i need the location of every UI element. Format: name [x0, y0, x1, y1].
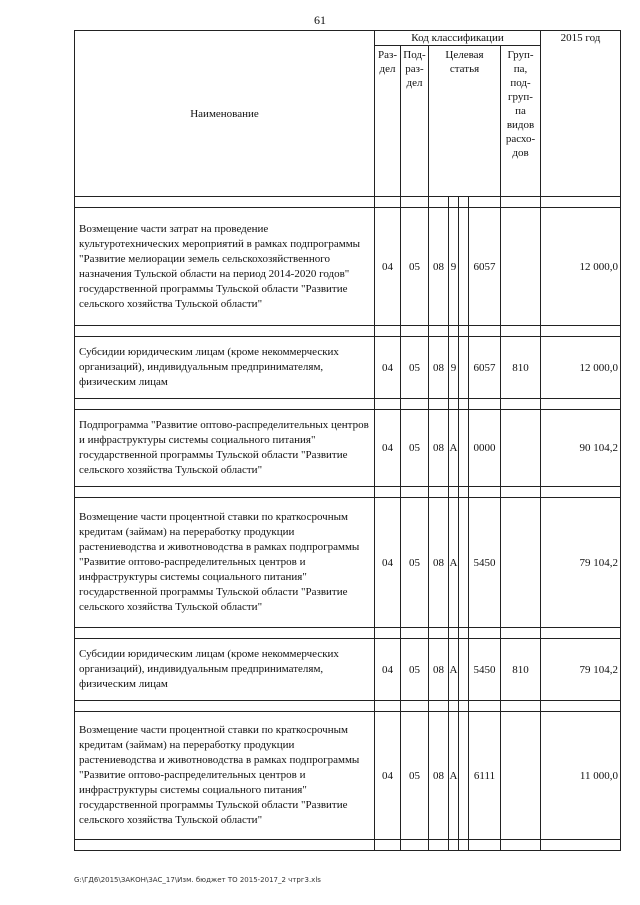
- row-target-spacer: [459, 208, 469, 326]
- row-target-part3: 0000: [469, 410, 501, 487]
- row-target-spacer: [459, 712, 469, 840]
- row-group: 810: [501, 639, 541, 701]
- row-subsection: 05: [401, 337, 429, 399]
- row-subsection: 05: [401, 639, 429, 701]
- row-target-part1: 08: [429, 337, 449, 399]
- row-amount: 11 000,0: [541, 712, 621, 840]
- row-subsection: 05: [401, 498, 429, 628]
- row-amount: 90 104,2: [541, 410, 621, 487]
- row-group: [501, 410, 541, 487]
- row-target-part1: 08: [429, 498, 449, 628]
- row-amount: 79 104,2: [541, 498, 621, 628]
- table-row: [75, 712, 621, 840]
- row-target-part3: 6111: [469, 712, 501, 840]
- row-target-spacer: [459, 498, 469, 628]
- row-target-part3: 5450: [469, 498, 501, 628]
- row-name: Субсидии юридическим лицам (кроме некоммерческих организаций), индивидуальным предпринимателям, физическим лицам: [75, 337, 375, 399]
- row-target-spacer: [459, 410, 469, 487]
- row-target-part2: A: [449, 410, 459, 487]
- row-group: 810: [501, 337, 541, 399]
- row-group: [501, 498, 541, 628]
- row-target-part3: 6057: [469, 208, 501, 326]
- row-name: Подпрограмма "Развитие оптово-распределительных центров и инфраструктуры системы социального питания" государственной программы Тульской области "Развитие сельского хозяйства Тульской области": [75, 410, 375, 487]
- row-amount: 12 000,0: [541, 337, 621, 399]
- row-target-part2: A: [449, 712, 459, 840]
- row-group: [501, 208, 541, 326]
- row-name: Возмещение части процентной ставки по краткосрочным кредитам (займам) на переработку продукции растениеводства и животноводства в рамках подпрограммы "Развитие оптово-распределительных центров и инфраструктуры системы социального питания" государственной программы Тульской области "Развитие сельского хозяйства Тульской области": [75, 712, 375, 840]
- row-name: Субсидии юридическим лицам (кроме некоммерческих организаций), индивидуальным предпринимателям, физическим лицам: [75, 639, 375, 701]
- row-section: 04: [375, 712, 401, 840]
- budget-table: [74, 30, 621, 851]
- header-name: Наименование: [75, 31, 375, 197]
- page-number: 61: [314, 13, 326, 27]
- row-subsection: 05: [401, 712, 429, 840]
- row-target-part1: 08: [429, 639, 449, 701]
- row-target-part1: 08: [429, 712, 449, 840]
- row-target-part3: 6057: [469, 337, 501, 399]
- row-target-part2: 9: [449, 337, 459, 399]
- row-section: 04: [375, 208, 401, 326]
- row-target-part2: A: [449, 498, 459, 628]
- row-section: 04: [375, 410, 401, 487]
- row-section: 04: [375, 337, 401, 399]
- table-body: [75, 197, 621, 851]
- row-target-part2: 9: [449, 208, 459, 326]
- row-target-part1: 08: [429, 208, 449, 326]
- table-row: [75, 410, 621, 487]
- row-subsection: 05: [401, 410, 429, 487]
- header-group: Груп- па, под- груп- па видов расхо- дов: [501, 46, 541, 197]
- header-year: 2015 год: [541, 31, 621, 197]
- row-target-part2: A: [449, 639, 459, 701]
- row-target-spacer: [459, 337, 469, 399]
- table-row: [75, 639, 621, 701]
- row-subsection: 05: [401, 208, 429, 326]
- header-subsection: Под- раз- дел: [401, 46, 429, 197]
- header-target: Целевая статья: [429, 46, 501, 197]
- row-name: Возмещение части процентной ставки по краткосрочным кредитам (займам) на переработку продукции растениеводства и животноводства в рамках подпрограммы "Развитие оптово-распределительных центров и инфраструктуры системы социального питания" государственной программы Тульской области "Развитие сельского хозяйства Тульской области": [75, 498, 375, 628]
- row-name: Возмещение части затрат на проведение культуротехнических мероприятий в рамках подпрограммы "Развитие мелиорации земель сельскохозяйственного назначения Тульской области на период 2014-2020 годов" государственной программы Тульской области "Развитие сельского хозяйства Тульской области": [75, 208, 375, 326]
- row-amount: 12 000,0: [541, 208, 621, 326]
- row-target-part3: 5450: [469, 639, 501, 701]
- row-target-spacer: [459, 639, 469, 701]
- table-row: [75, 337, 621, 399]
- header-code: Код классификации: [375, 31, 541, 46]
- header-section: Раз- дел: [375, 46, 401, 197]
- row-section: 04: [375, 498, 401, 628]
- file-path-footer: G:\ГД6\2015\ЗАКОН\ЗАС_17\Изм. бюджет ТО 2015-2017_2 чтрг3.xls: [74, 876, 321, 884]
- row-amount: 79 104,2: [541, 639, 621, 701]
- row-group: [501, 712, 541, 840]
- table-row: [75, 208, 621, 326]
- table-row: [75, 498, 621, 628]
- row-target-part1: 08: [429, 410, 449, 487]
- row-section: 04: [375, 639, 401, 701]
